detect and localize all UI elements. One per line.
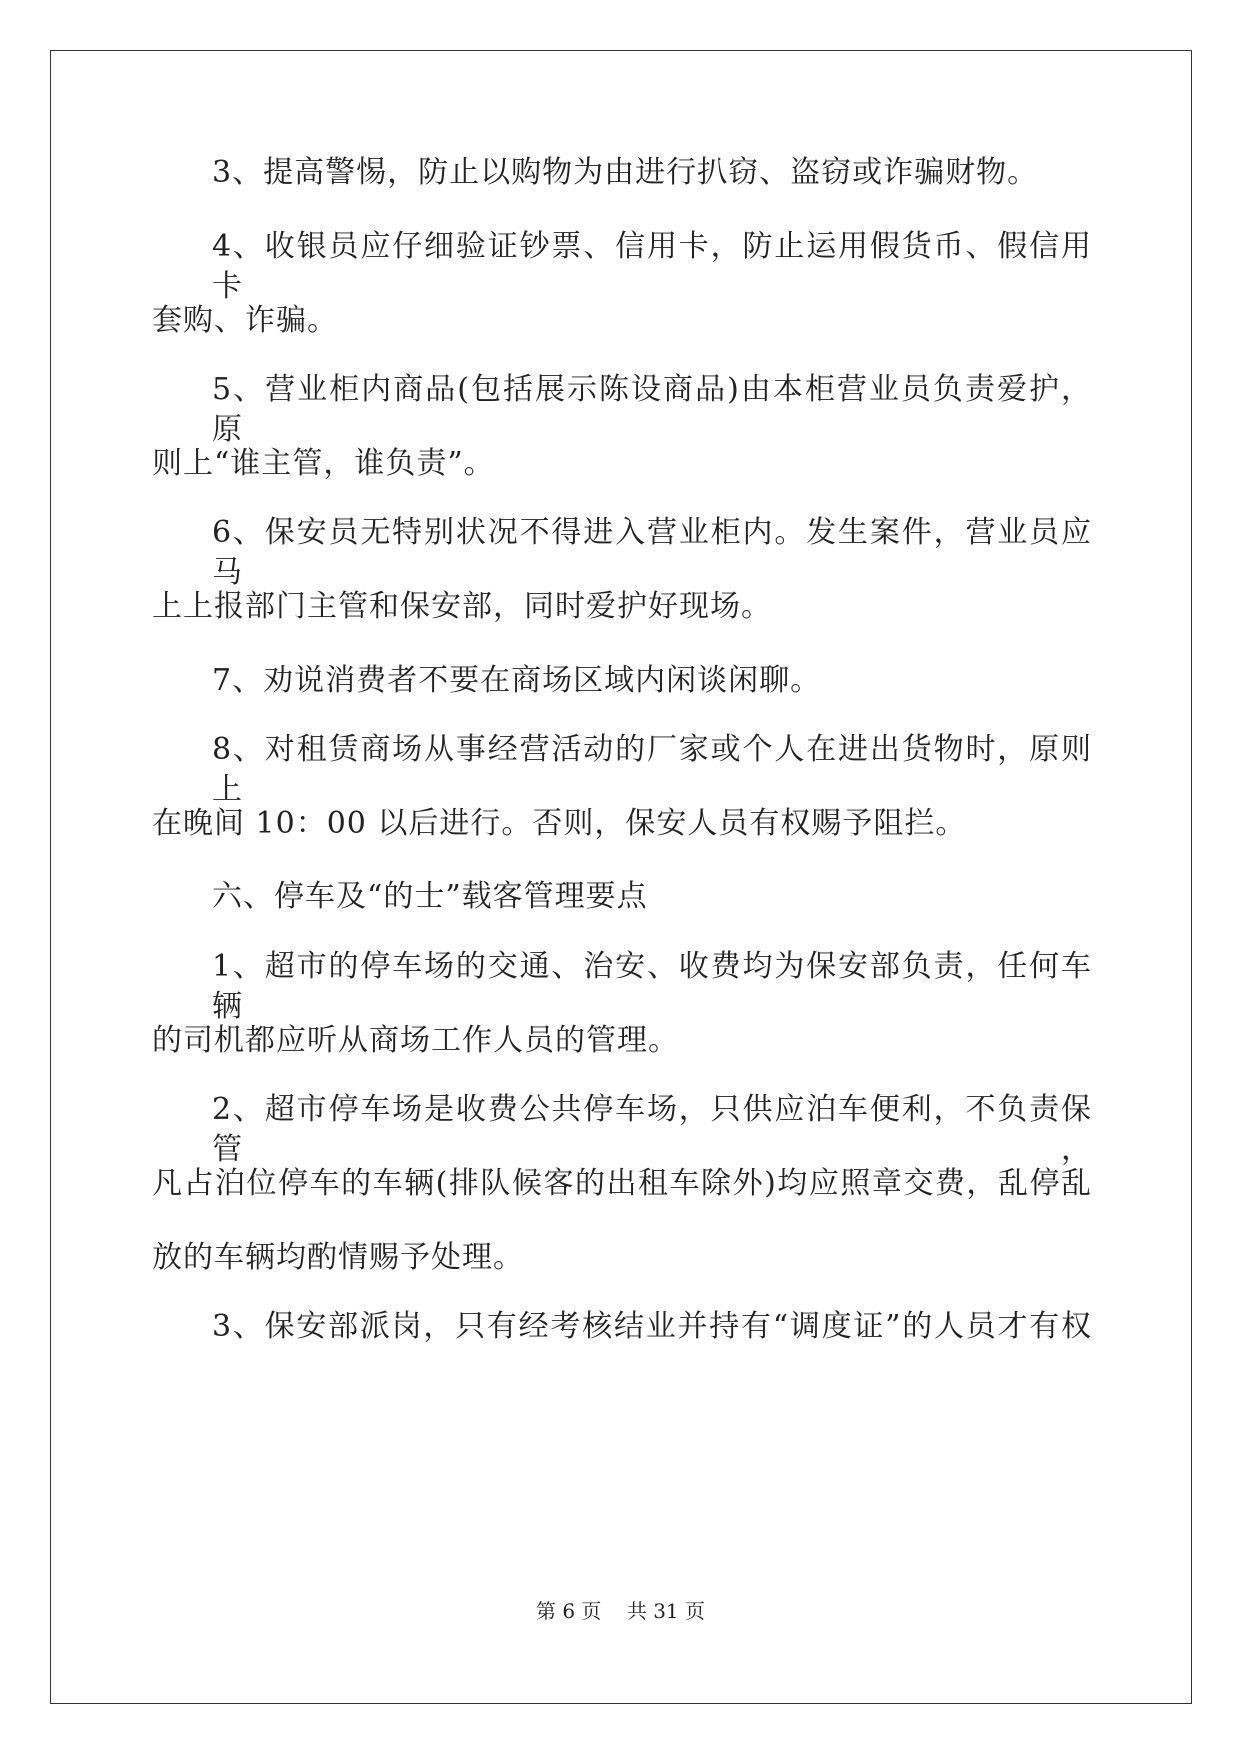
paragraph-line: 放的车辆均酌情赐予处理。 [152, 1240, 524, 1275]
paragraph-line: 6、保安员无特别状况不得进入营业柜内。发生案件，营业员应马 [212, 515, 1092, 590]
paragraph-line: 3、提高警惕，防止以购物为由进行扒窃、盗窃或诈骗财物。 [212, 155, 1039, 190]
section-heading: 六、停车及“的士”载客管理要点 [212, 879, 648, 914]
paragraph-line: 则上“谁主管，谁负责”。 [152, 446, 495, 481]
paragraph-line: 7、劝说消费者不要在商场区域内闲谈闲聊。 [212, 663, 822, 698]
paragraph-line: 套购、诈骗。 [152, 303, 338, 338]
page-number-text: 第 6 页 共 31 页 [535, 1599, 706, 1623]
page-number-footer [0, 1599, 1241, 1623]
paragraph-line: 2、超市停车场是收费公共停车场，只供应泊车便利，不负责保管， [212, 1092, 1092, 1167]
paragraph-line: 的司机都应听从商场工作人员的管理。 [152, 1023, 679, 1058]
paragraph-line: 4、收银员应仔细验证钞票、信用卡，防止运用假货币、假信用卡 [212, 229, 1092, 304]
paragraph-line: 1、超市的停车场的交通、治安、收费均为保安部负责，任何车辆 [212, 949, 1092, 1024]
paragraph-line: 凡占泊位停车的车辆(排队候客的出租车除外)均应照章交费，乱停乱 [152, 1166, 1092, 1201]
paragraph-line: 3、保安部派岗，只有经考核结业并持有“调度证”的人员才有权 [212, 1309, 1092, 1344]
paragraph-line: 5、营业柜内商品(包括展示陈设商品)由本柜营业员负责爱护，原 [212, 372, 1092, 447]
paragraph-line: 在晚间 10：00 以后进行。否则，保安人员有权赐予阻拦。 [152, 806, 967, 841]
paragraph-line: 8、对租赁商场从事经营活动的厂家或个人在进出货物时，原则上 [212, 732, 1092, 807]
paragraph-line: 上上报部门主管和保安部，同时爱护好现场。 [152, 589, 772, 624]
